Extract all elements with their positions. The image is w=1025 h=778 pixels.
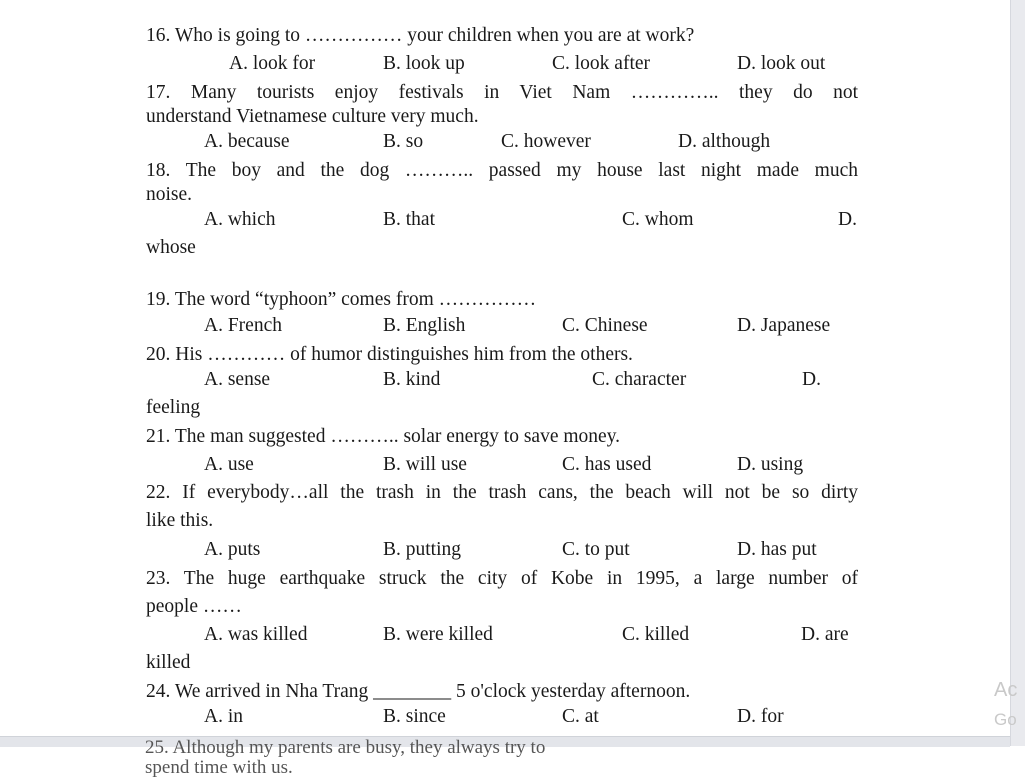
q22-stem-line2: like this. bbox=[146, 510, 214, 531]
q20-stem: 20. His ………… of humor distinguishes him from the others. bbox=[146, 344, 633, 365]
q20-option-a: A. sense bbox=[204, 369, 271, 390]
window-right-edge bbox=[1010, 0, 1025, 746]
q21-option-b: B. will use bbox=[383, 454, 467, 475]
q18-option-d-wrap: whose bbox=[146, 237, 196, 258]
q16-stem: 16. Who is going to …………… your children when you are at work? bbox=[146, 25, 695, 46]
q24-option-c: C. at bbox=[562, 706, 599, 727]
q21-option-c: C. has used bbox=[562, 454, 652, 475]
q17-stem-line2: understand Vietnamese culture very much. bbox=[146, 106, 479, 127]
q18-option-c: C. whom bbox=[622, 209, 694, 230]
q17-stem-line1: 17. Many tourists enjoy festivals in Viet Nam ………….. they do not bbox=[146, 82, 858, 103]
q18-stem-line1: 18. The boy and the dog ……….. passed my house last night made much bbox=[146, 160, 858, 181]
q19-option-b: B. English bbox=[383, 315, 466, 336]
q23-option-d: D. are bbox=[801, 624, 849, 645]
q18-option-b: B. that bbox=[383, 209, 435, 230]
q19-option-d: D. Japanese bbox=[737, 315, 831, 336]
q20-option-c: C. character bbox=[592, 369, 687, 390]
watermark-line1: Ac bbox=[994, 679, 1018, 701]
q25-stem-clipped: 25. Although my parents are busy, they always try to spend time with us. bbox=[145, 737, 546, 778]
q22-option-b: B. putting bbox=[383, 539, 462, 560]
q21-option-d: D. using bbox=[737, 454, 804, 475]
q20-option-b: B. kind bbox=[383, 369, 441, 390]
q23-option-b: B. were killed bbox=[383, 624, 493, 645]
q23-option-d-wrap: killed bbox=[146, 652, 191, 673]
q22-option-d: D. has put bbox=[737, 539, 817, 560]
q23-stem-line2: people …… bbox=[146, 596, 242, 617]
q20-option-d-wrap: feeling bbox=[146, 397, 201, 418]
q21-option-a: A. use bbox=[204, 454, 254, 475]
q17-option-d: D. although bbox=[678, 131, 771, 152]
q22-option-c: C. to put bbox=[562, 539, 630, 560]
q19-stem: 19. The word “typhoon” comes from …………… bbox=[146, 289, 537, 310]
q18-stem-line2: noise. bbox=[146, 184, 193, 205]
q21-stem: 21. The man suggested ……….. solar energy to save money. bbox=[146, 426, 621, 447]
q22-option-a: A. puts bbox=[204, 539, 261, 560]
q18-option-a: A. which bbox=[204, 209, 276, 230]
q19-option-a: A. French bbox=[204, 315, 282, 336]
q24-option-d: D. for bbox=[737, 706, 784, 727]
q16-option-c: C. look after bbox=[552, 53, 651, 74]
q16-option-a: A. look for bbox=[229, 53, 316, 74]
q19-option-c: C. Chinese bbox=[562, 315, 648, 336]
watermark-line2: Go bbox=[994, 710, 1017, 729]
q23-stem-line1: 23. The huge earthquake struck the city of Kobe in 1995, a large number of bbox=[146, 568, 858, 589]
q18-option-d: D. bbox=[838, 209, 857, 230]
q24-option-b: B. since bbox=[383, 706, 446, 727]
q23-option-c: C. killed bbox=[622, 624, 690, 645]
q20-option-d: D. bbox=[802, 369, 821, 390]
q22-stem-line1: 22. If everybody…all the trash in the trash cans, the beach will not be so dirty bbox=[146, 482, 858, 503]
q16-option-d: D. look out bbox=[737, 53, 826, 74]
q24-option-a: A. in bbox=[204, 706, 243, 727]
q17-option-c: C. however bbox=[501, 131, 591, 152]
q16-option-b: B. look up bbox=[383, 53, 465, 74]
q17-option-a: A. because bbox=[204, 131, 290, 152]
q23-option-a: A. was killed bbox=[204, 624, 308, 645]
q17-option-b: B. so bbox=[383, 131, 424, 152]
q24-stem: 24. We arrived in Nha Trang ________ 5 o'clock yesterday afternoon. bbox=[146, 681, 691, 702]
